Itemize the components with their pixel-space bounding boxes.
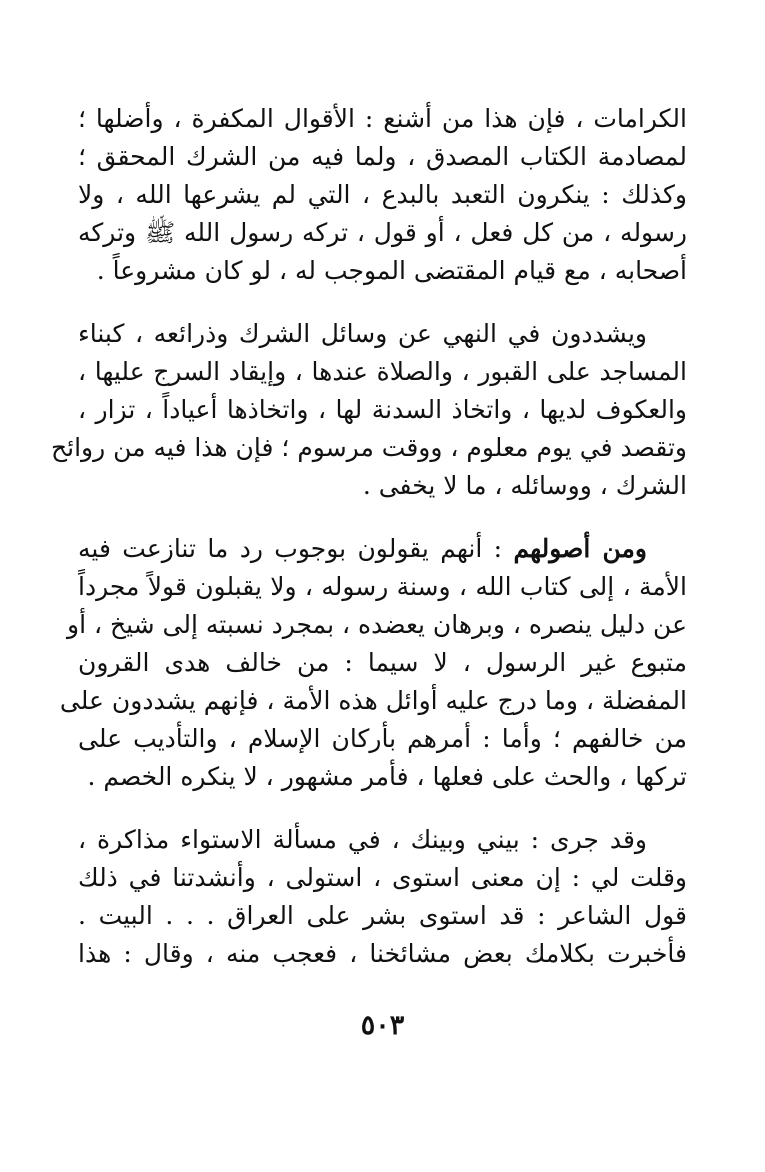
text-line: الشرك ، ووسائله ، ما لا يخفى .: [362, 471, 687, 500]
text-line: وتقصد في يوم معلوم ، ووقت مرسوم ؛ فإن هذا فيه من روائح: [51, 433, 687, 462]
text-line: أصحابه ، مع قيام المقتضى الموجب له ، لو كان مشروعاً .: [96, 256, 687, 285]
text-line: تركها ، والحث على فعلها ، فأمر مشهور ، لا ينكره الخصم .: [87, 762, 687, 791]
paragraph-usulihim: [59, 530, 687, 796]
text-line: المفضلة ، وما درج عليه أوائل هذه الأمة ، فإنهم يشددون على: [59, 686, 687, 715]
text-line: عن دليل ينصره ، وبرهان يعضده ، بمجرد نسبته إلى شيخ ، أو: [67, 610, 687, 639]
text-line: وكذلك : ينكرون التعبد بالبدع ، التي لم يشرعها الله ، ولا: [78, 180, 687, 209]
paragraph-wasail-shirk: [51, 315, 687, 505]
text-line: الأمة ، إلى كتاب الله ، وسنة رسوله ، ولا يقبلون قولاً مجرداً: [78, 572, 687, 601]
text-line: المساجد على القبور ، والصلاة عندها ، وإيقاد السرج عليها ،: [78, 357, 687, 386]
text-line: وقلت لي : إن معنى استوى ، استولى ، وأنشدتنا في ذلك: [78, 863, 687, 892]
page-number: ٥٠٣: [360, 1010, 405, 1041]
section-lead: ومن أصولهم: [513, 534, 647, 563]
text-run: : أنهم يقولون بوجوب رد ما تنازعت فيه: [78, 534, 514, 563]
text-line: وقد جرى : بيني وبينك ، في مسألة الاستواء مذاكرة ،: [78, 825, 647, 854]
text-line: والعكوف لديها ، واتخاذ السدنة لها ، واتخاذها أعياداً ، تزار ،: [78, 395, 687, 424]
text-line: لمصادمة الكتاب المصدق ، ولما فيه من الشرك المحقق ؛: [78, 142, 687, 171]
page-body: [51, 100, 687, 998]
paragraph-istiwa: [78, 821, 687, 973]
text-line: [78, 530, 687, 568]
paragraph-karamat: [78, 100, 687, 290]
text-line: ويشددون في النهي عن وسائل الشرك وذرائعه ، كبناء: [78, 319, 647, 348]
text-line: الكرامات ، فإن هذا من أشنع : الأقوال المكفرة ، وأضلها ؛: [78, 104, 687, 133]
text-line: رسوله ، من كل فعل ، أو قول ، تركه رسول الله ﷺ وتركه: [78, 218, 687, 247]
text-line: متبوع غير الرسول ، لا سيما : من خالف هدى القرون: [78, 648, 687, 677]
text-line: فأخبرت بكلامك بعض مشائخنا ، فعجب منه ، وقال : هذا: [78, 939, 687, 968]
text-line: قول الشاعر : قد استوى بشر على العراق . . . البيت .: [78, 901, 687, 930]
text-line: من خالفهم ؛ وأما : أمرهم بأركان الإسلام ، والتأديب على: [78, 724, 687, 753]
